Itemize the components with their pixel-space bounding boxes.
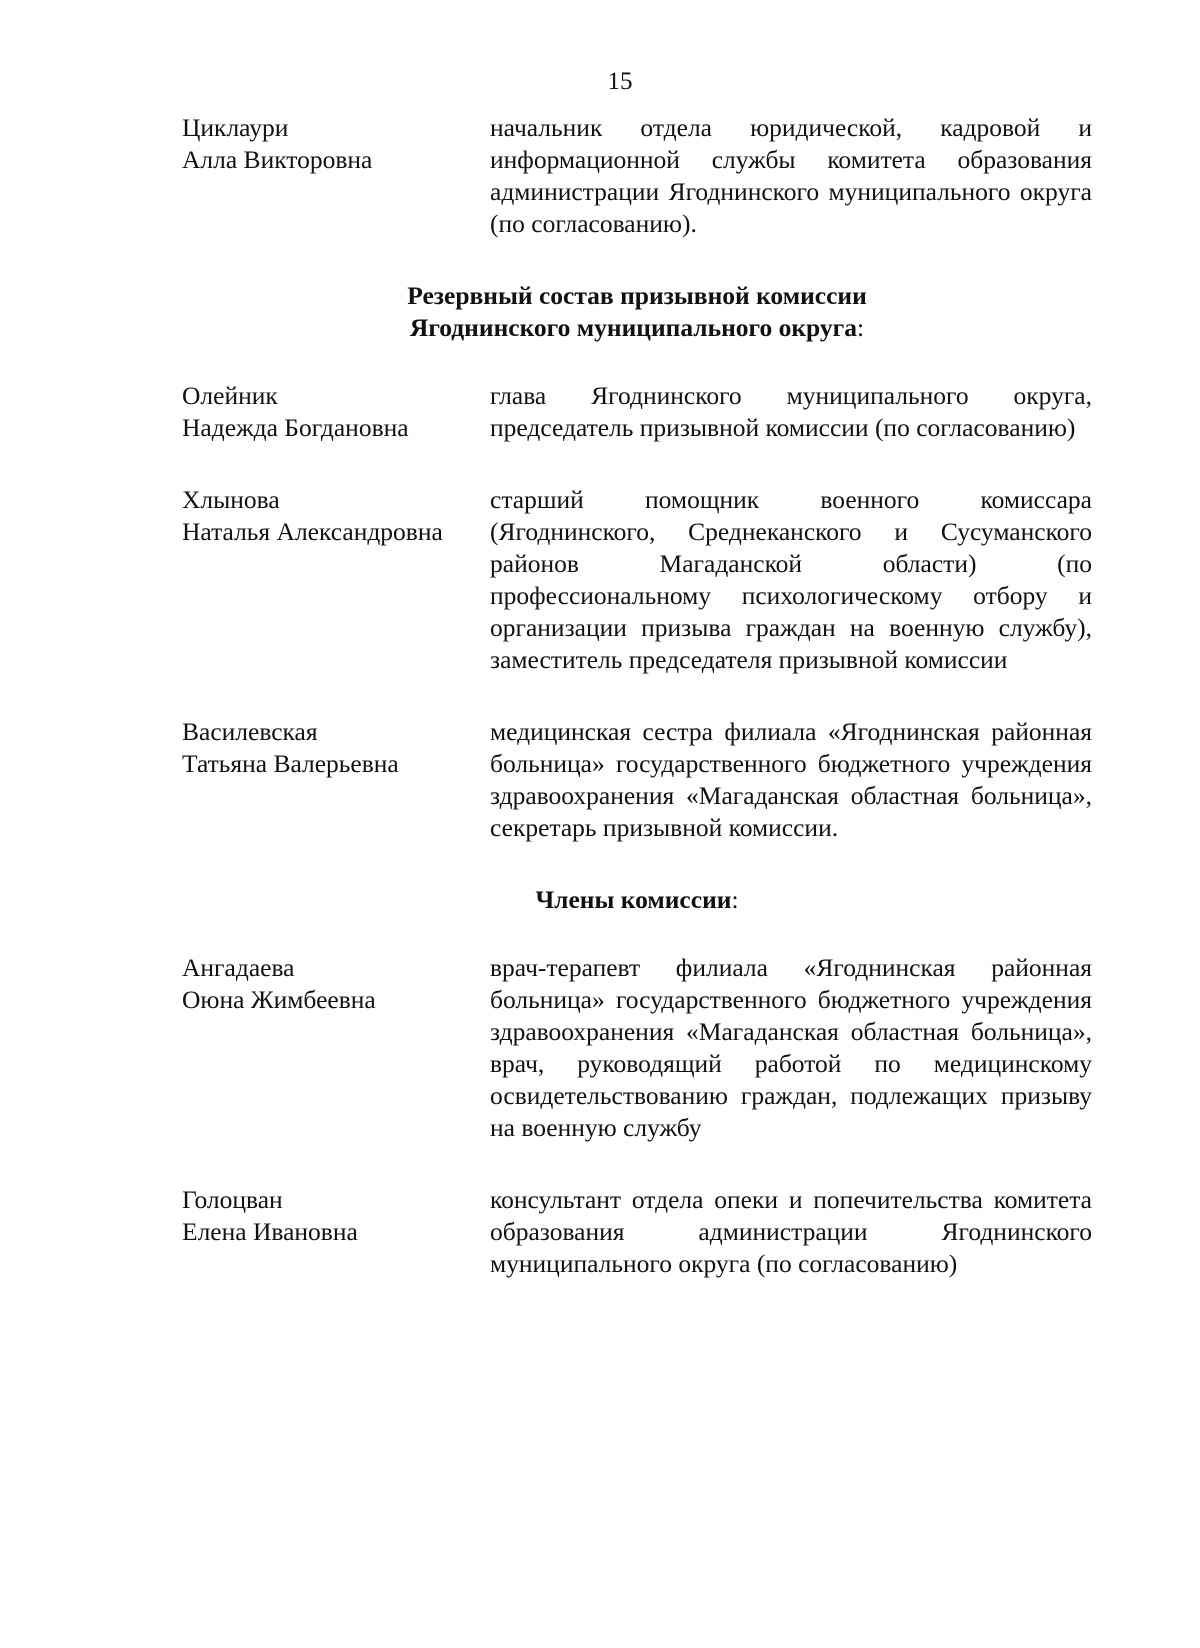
- member-position: медицинская сестра филиала «Ягоднинская районная больница» государственного бюджетного учреждения здравоохранения «Магаданская областная больница», секретарь призывной комиссии.: [490, 717, 1092, 842]
- member-name: [182, 484, 490, 676]
- page-number: 15: [607, 68, 633, 95]
- member-given-names: Надежда Богдановна: [182, 413, 409, 442]
- member-position: старший помощник военного комиссара (Ягоднинского, Среднеканского и Сусуманского районов Магаданской области) (по профессиональному психологическому отбору и организации призыва граждан на военную службу), заместитель председателя призывной комиссии: [490, 485, 1092, 674]
- heading-line-1: Резервный состав призывной комиссии: [407, 281, 867, 310]
- member-name: [182, 1184, 490, 1280]
- member-position: врач-терапевт филиала «Ягоднинская районная больница» государственного бюджетного учреждения здравоохранения «Магаданская областная больница», врач, руководящий работой по медицинскому освидетельствованию граждан, подлежащих призыву на военную службу: [490, 953, 1092, 1142]
- commission-member-entry: [182, 716, 1092, 844]
- member-position: консультант отдела опеки и попечительства комитета образования администрации Ягоднинского муниципального округа (по согласованию): [490, 1185, 1092, 1278]
- member-name: [182, 952, 490, 1144]
- members-heading-text: Члены комиссии:: [535, 885, 739, 914]
- member-position: начальник отдела юридической, кадровой и информационной службы комитета образования администрации Ягоднинского муниципального округа (по согласованию).: [490, 113, 1092, 238]
- member-surname: Василевская: [182, 717, 318, 746]
- members-heading: [182, 884, 1092, 916]
- commission-member-entry: [182, 112, 1092, 240]
- member-given-names: Оюна Жимбеевна: [182, 985, 376, 1014]
- member-given-names: Татьяна Валерьевна: [182, 749, 399, 778]
- member-given-names: Наталья Александровна: [182, 517, 443, 546]
- member-surname: Циклаури: [182, 113, 289, 142]
- member-position: глава Ягоднинского муниципального округа, председатель призывной комиссии (по согласованию): [490, 381, 1092, 442]
- member-surname: Олейник: [182, 381, 278, 410]
- member-name: [182, 716, 490, 844]
- commission-member-entry: [182, 952, 1092, 1144]
- member-name: [182, 112, 490, 240]
- commission-member-entry: [182, 484, 1092, 676]
- commission-member-entry: [182, 380, 1092, 444]
- member-given-names: Елена Ивановна: [182, 1217, 358, 1246]
- commission-member-entry: [182, 1184, 1092, 1280]
- document-content: [182, 112, 1092, 1280]
- member-surname: Хлынова: [182, 485, 280, 514]
- member-surname: Ангадаева: [182, 953, 295, 982]
- member-given-names: Алла Викторовна: [182, 145, 373, 174]
- heading-line-2: Ягоднинского муниципального округа:: [409, 313, 865, 342]
- member-name: [182, 380, 490, 444]
- member-surname: Голоцван: [182, 1185, 283, 1214]
- reserve-commission-heading: [182, 280, 1092, 344]
